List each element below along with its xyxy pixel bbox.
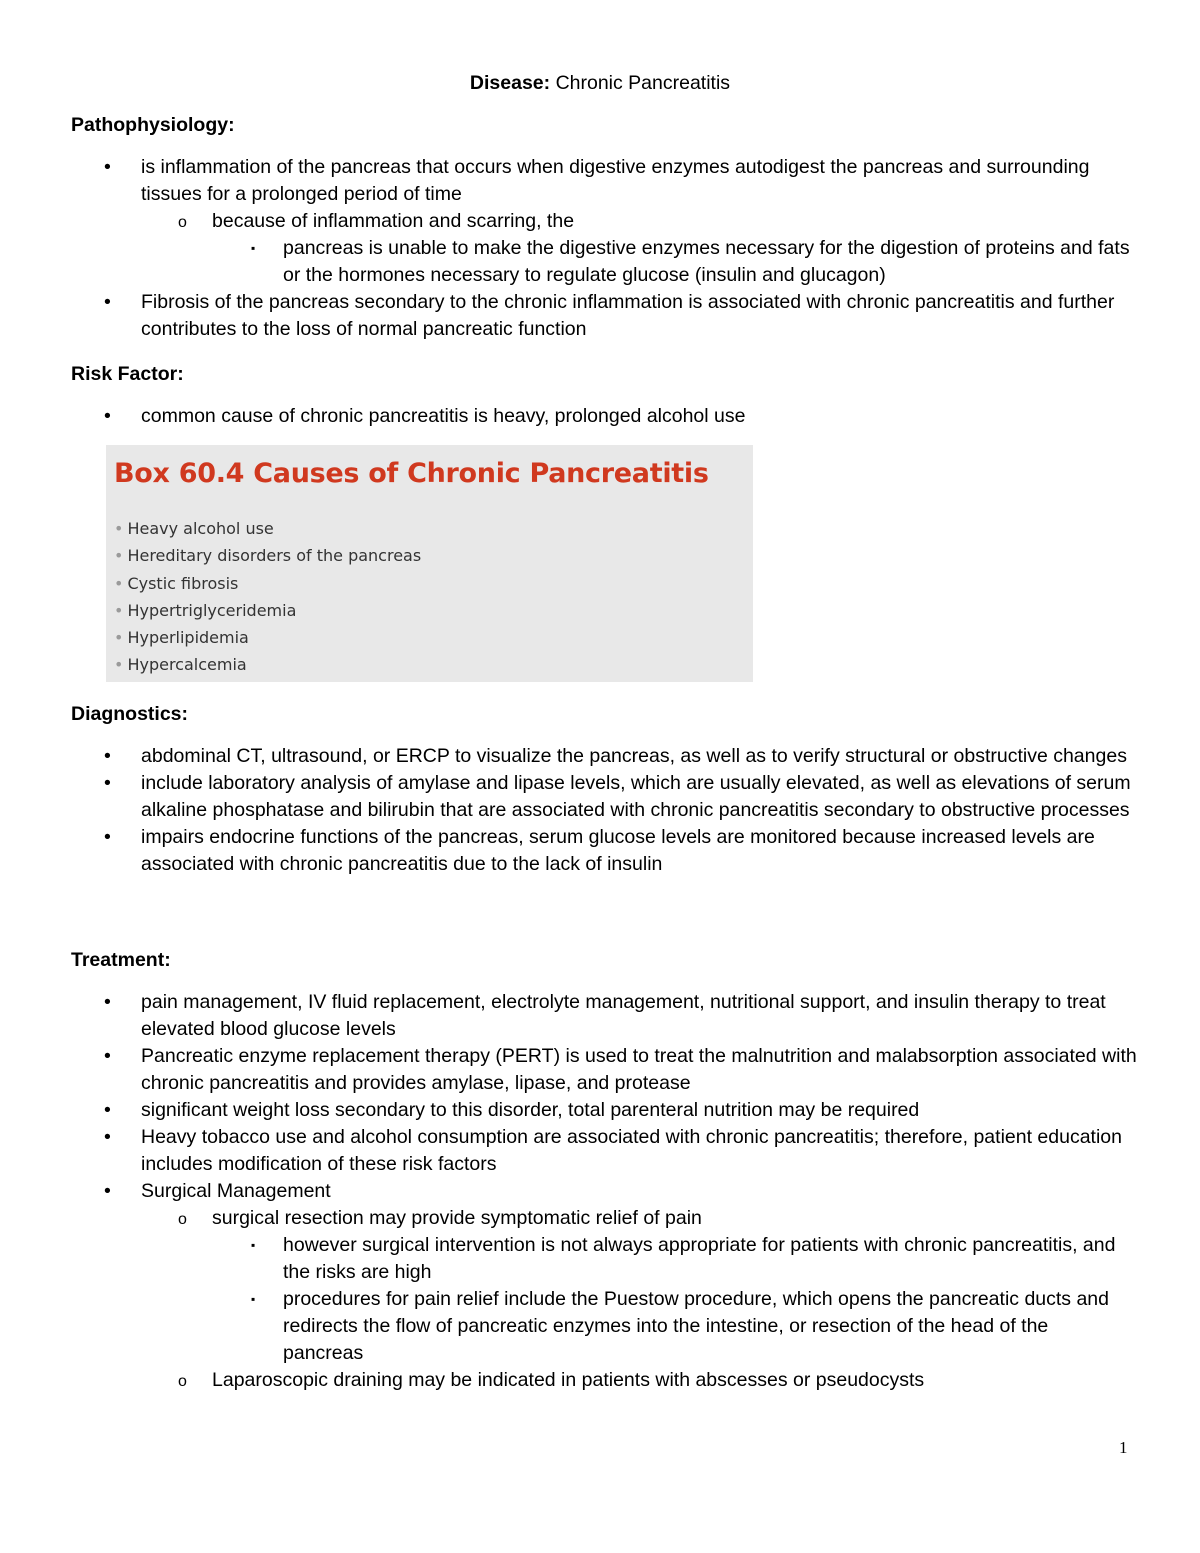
bullet-icon: •: [104, 745, 111, 767]
list-item-text: however surgical intervention is not always appropriate for patients with chronic pancreatitis, and the risks are high: [283, 1234, 1116, 1283]
list-item-text: is inflammation of the pancreas that occurs when digestive enzymes autodigest the pancreas and surrounding tissues for a prolonged period of time: [141, 156, 1090, 205]
dot-icon: •: [114, 628, 124, 648]
bullet-icon: •: [104, 156, 111, 178]
list-item-text: Heavy tobacco use and alcohol consumption are associated with chronic pancreatitis; therefore, patient education includes modification of these risk factors: [141, 1126, 1122, 1175]
list-item: [0, 403, 1141, 430]
box-title: Box 60.4 Causes of Chronic Pancreatitis: [114, 458, 709, 489]
dot-icon: •: [114, 573, 124, 593]
square-bullet-icon: ▪: [251, 1238, 256, 1252]
list-item: [0, 1178, 1141, 1394]
box-list-item: • Hyperlipidemia: [114, 628, 249, 648]
bullet-icon: •: [104, 991, 111, 1013]
dot-icon: •: [114, 546, 124, 566]
list-item-text: Laparoscopic draining may be indicated in patients with abscesses or pseudocysts: [212, 1369, 925, 1391]
list-item-text: abdominal CT, ultrasound, or ERCP to visualize the pancreas, as well as to verify structural or obstructive changes: [141, 745, 1127, 767]
circle-bullet-icon: o: [178, 1211, 187, 1228]
list-item-text: impairs endocrine functions of the pancreas, serum glucose levels are monitored because increased levels are associated with chronic pancreatitis due to the lack of insulin: [141, 826, 1095, 875]
page-title: [0, 70, 1200, 97]
list-item-text: pancreas is unable to make the digestive enzymes necessary for the digestion of proteins and fats or the hormones necessary to regulate glucose (insulin and glucagon): [283, 237, 1130, 286]
list-item: [0, 1124, 1141, 1178]
pathophysiology-list: [0, 154, 1200, 343]
list-item: [178, 208, 1141, 289]
list-item-text: Surgical Management: [141, 1180, 331, 1202]
box-list: [114, 515, 421, 679]
title-label: Disease:: [469, 72, 551, 94]
circle-bullet-icon: o: [178, 1373, 187, 1390]
dot-icon: •: [114, 655, 124, 675]
list-item: [251, 235, 1133, 289]
box-list-item: • Hypercalcemia: [114, 655, 247, 675]
box-list-item: • Cystic fibrosis: [114, 573, 239, 593]
list-item: [0, 289, 1141, 343]
list-item-text: common cause of chronic pancreatitis is heavy, prolonged alcohol use: [141, 405, 746, 427]
dot-icon: •: [114, 600, 124, 620]
dot-icon: •: [114, 519, 124, 538]
list-item: [251, 1232, 1133, 1286]
list-item: [0, 824, 1141, 878]
bullet-icon: •: [104, 291, 111, 313]
list-item: [0, 770, 1141, 824]
list-item-text: surgical resection may provide symptomatic relief of pain: [212, 1207, 702, 1229]
page-number: 1: [1119, 1438, 1128, 1457]
list-item-text: Pancreatic enzyme replacement therapy (PERT) is used to treat the malnutrition and malabsorption associated with chronic pancreatitis and provides amylase, lipase, and protease: [141, 1045, 1137, 1094]
bullet-icon: •: [104, 1180, 111, 1202]
bullet-icon: •: [104, 1099, 111, 1121]
treatment-heading: Treatment:: [71, 949, 171, 971]
diagnostics-heading: Diagnostics:: [71, 703, 189, 725]
causes-box-figure: [106, 445, 753, 682]
list-item: [178, 1367, 1141, 1394]
list-item: [0, 1097, 1141, 1124]
list-item-text: because of inflammation and scarring, the: [212, 210, 575, 232]
pathophysiology-heading: Pathophysiology:: [71, 114, 235, 136]
list-item-text: procedures for pain relief include the Puestow procedure, which opens the pancreatic ducts and redirects the flow of pancreatic enzymes into the intestine, or resection of the head of the pancreas: [283, 1288, 1109, 1364]
list-item-text: significant weight loss secondary to this disorder, total parenteral nutrition may be required: [141, 1099, 920, 1121]
box-list-item: • Hereditary disorders of the pancreas: [114, 546, 422, 566]
list-item-text: pain management, IV fluid replacement, electrolyte management, nutritional support, and insulin therapy to treat elevated blood glucose levels: [141, 991, 1106, 1040]
list-item: [0, 154, 1141, 289]
bullet-icon: •: [104, 1045, 111, 1067]
circle-bullet-icon: o: [178, 214, 187, 231]
bullet-icon: •: [104, 772, 111, 794]
list-item: [178, 1205, 1141, 1367]
list-item-text: include laboratory analysis of amylase and lipase levels, which are usually elevated, as well as elevations of serum alkaline phosphatase and bilirubin that are associated with chronic pancreatitis secondary to obstructive processes: [141, 772, 1131, 821]
list-item-text: Fibrosis of the pancreas secondary to the chronic inflammation is associated with chronic pancreatitis and further contributes to the loss of normal pancreatic function: [141, 291, 1115, 340]
risk-factor-list: [0, 403, 1200, 430]
treatment-list: [0, 989, 1200, 1394]
bullet-icon: •: [104, 1126, 111, 1148]
title-value: Chronic Pancreatitis: [555, 72, 731, 94]
box-list-item: • Hypertriglyceridemia: [114, 600, 297, 620]
square-bullet-icon: ▪: [251, 241, 256, 255]
box-list-item: • Heavy alcohol use: [114, 519, 274, 538]
list-item: [0, 743, 1141, 770]
list-item: [0, 989, 1141, 1043]
diagnostics-list: [0, 743, 1200, 878]
bullet-icon: •: [104, 405, 111, 427]
square-bullet-icon: ▪: [251, 1292, 256, 1306]
risk-factor-heading: Risk Factor:: [71, 363, 184, 385]
bullet-icon: •: [104, 826, 111, 848]
list-item: [251, 1286, 1133, 1367]
list-item: [0, 1043, 1141, 1097]
